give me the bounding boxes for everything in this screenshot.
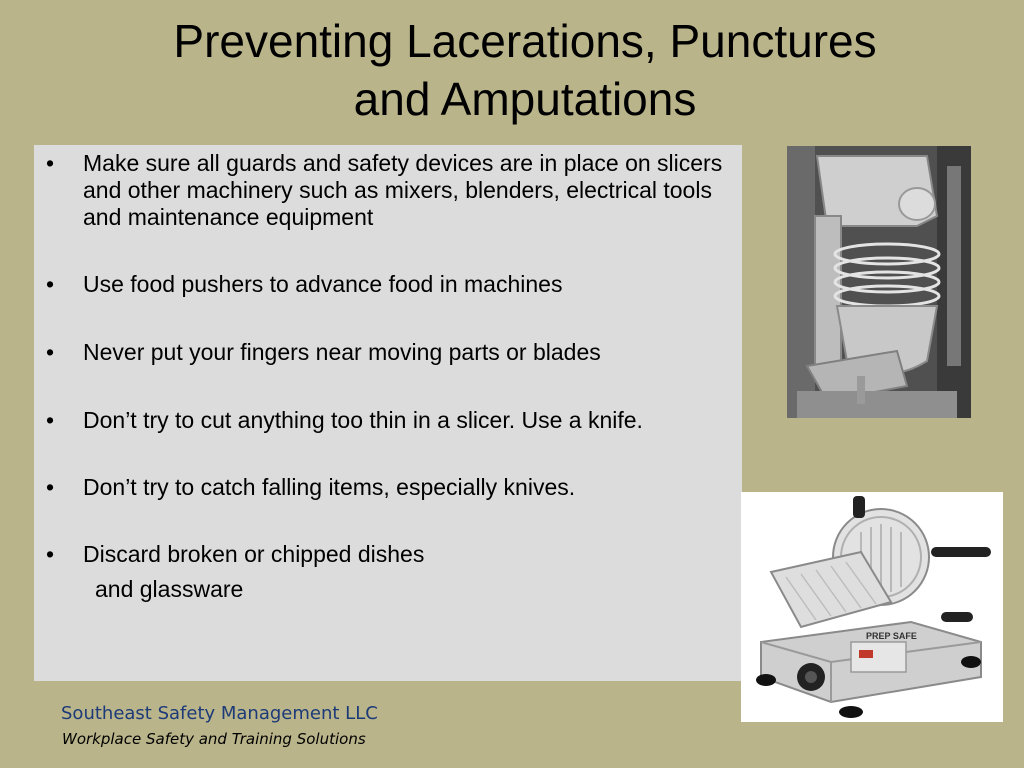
- bullet-marker: •: [46, 407, 55, 433]
- footer-tagline: Workplace Safety and Training Solutions: [62, 730, 366, 748]
- bullet-text: Use food pushers to advance food in machines: [83, 271, 563, 297]
- bullet-text: Don’t try to catch falling items, especially knives.: [83, 474, 576, 500]
- bullet-item-guards: [34, 150, 734, 231]
- bullet-content-box: [34, 145, 742, 681]
- meat-slicer-photo: [741, 492, 1003, 722]
- bullet-item-fingers: [34, 339, 734, 366]
- slide-title-line-2: and Amputations: [353, 73, 697, 125]
- bullet-text: Never put your fingers near moving parts or blades: [83, 339, 601, 365]
- bullet-list: [34, 150, 734, 603]
- bullet-text: Don’t try to cut anything too thin in a slicer. Use a knife.: [83, 407, 643, 433]
- bullet-marker: •: [46, 474, 55, 500]
- bullet-item-broken-dishes: [34, 541, 734, 603]
- meat-slicer-illustration: [741, 492, 1003, 722]
- bullet-marker: •: [46, 339, 55, 365]
- bullet-continuation: and glassware: [95, 576, 244, 602]
- footer-company-name: Southeast Safety Management LLC: [61, 703, 378, 724]
- stand-mixer-illustration: [787, 146, 971, 418]
- bullet-text: Discard broken or chipped dishes: [83, 541, 425, 567]
- bullet-text: Make sure all guards and safety devices are in place on slicers and other machinery such as mixers, blenders, electrical tools and maintenance equipment: [83, 150, 723, 230]
- slide-title: [40, 12, 1010, 128]
- bullet-marker: •: [46, 541, 55, 567]
- slide-title-line-1: Preventing Lacerations, Punctures: [173, 15, 877, 67]
- bullet-marker: •: [46, 150, 55, 176]
- bullet-item-food-pushers: [34, 271, 734, 298]
- bullet-item-slicer-thin: [34, 407, 734, 434]
- stand-mixer-photo: [787, 146, 971, 418]
- bullet-marker: •: [46, 271, 55, 297]
- bullet-item-falling-items: [34, 474, 734, 501]
- slicer-brand-label: PREP SAFE: [866, 631, 917, 641]
